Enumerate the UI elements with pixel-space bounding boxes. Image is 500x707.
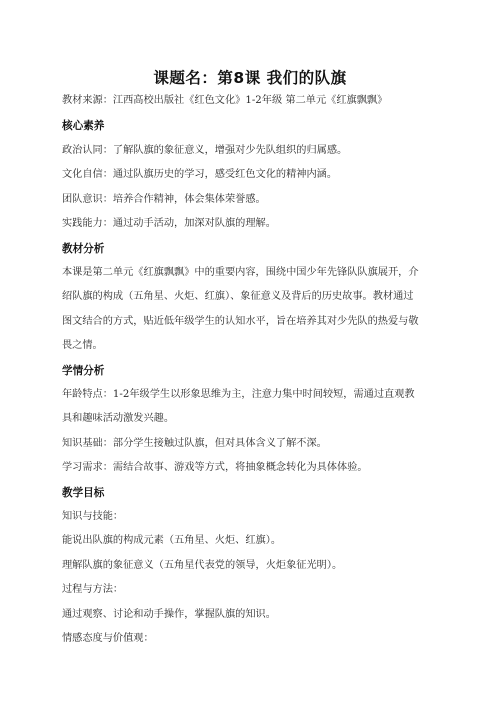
analysis-line: 畏之情。 xyxy=(62,340,103,351)
analysis-line: 绍队旗的构成（五角星、火炬、红旗）、象征意义及背后的历史故事。教材通过 xyxy=(62,291,414,302)
students-line: 学习需求：需结合故事、游戏等方式，将抽象概念转化为具体体验。 xyxy=(62,462,368,473)
section-heading-goals: 教学目标 xyxy=(62,487,105,499)
source-line: 教材来源：江西高校出版社《红色文化》1-2年级 第二单元《红旗飘飘》 xyxy=(62,95,388,106)
core-item: 实践能力：通过动手活动，加深对队旗的理解。 xyxy=(62,218,276,229)
core-item: 文化自信：通过队旗历史的学习，感受红色文化的精神内涵。 xyxy=(62,169,338,180)
goals-line: 能说出队旗的构成元素（五角星、火炬、红旗）。 xyxy=(62,535,282,546)
students-line: 具和趣味活动激发兴趣。 xyxy=(62,413,175,424)
analysis-line: 本课是第二单元《红旗飘飘》中的重要内容，围绕中国少年先锋队队旗展开，介 xyxy=(62,267,419,278)
students-line: 年龄特点：1-2年级学生以形象思维为主，注意力集中时间较短，需通过直观教 xyxy=(62,389,415,400)
section-heading-students: 学情分析 xyxy=(62,365,105,377)
section-heading-core: 核心素养 xyxy=(62,120,105,132)
section-heading-analysis: 教材分析 xyxy=(62,243,105,255)
goals-line: 通过观察、讨论和动手操作，掌握队旗的知识。 xyxy=(62,609,276,620)
goals-line: 情感态度与价值观： xyxy=(62,633,154,644)
students-line: 知识基础：部分学生接触过队旗，但对具体含义了解不深。 xyxy=(62,438,327,449)
goals-line: 理解队旗的象征意义（五角星代表党的领导，火炬象征光明）。 xyxy=(62,560,343,571)
analysis-line: 图文结合的方式，贴近低年级学生的认知水平，旨在培养其对少先队的热爱与敬 xyxy=(62,316,419,327)
goals-line: 知识与技能： xyxy=(62,511,124,522)
page-title: 课题名：第8课 我们的队旗 xyxy=(153,69,347,87)
goals-line: 过程与方法： xyxy=(62,584,124,595)
core-item: 团队意识：培养合作精神，体会集体荣誉感。 xyxy=(62,194,266,205)
core-item: 政治认同：了解队旗的象征意义，增强对少先队组织的归属感。 xyxy=(62,145,348,156)
